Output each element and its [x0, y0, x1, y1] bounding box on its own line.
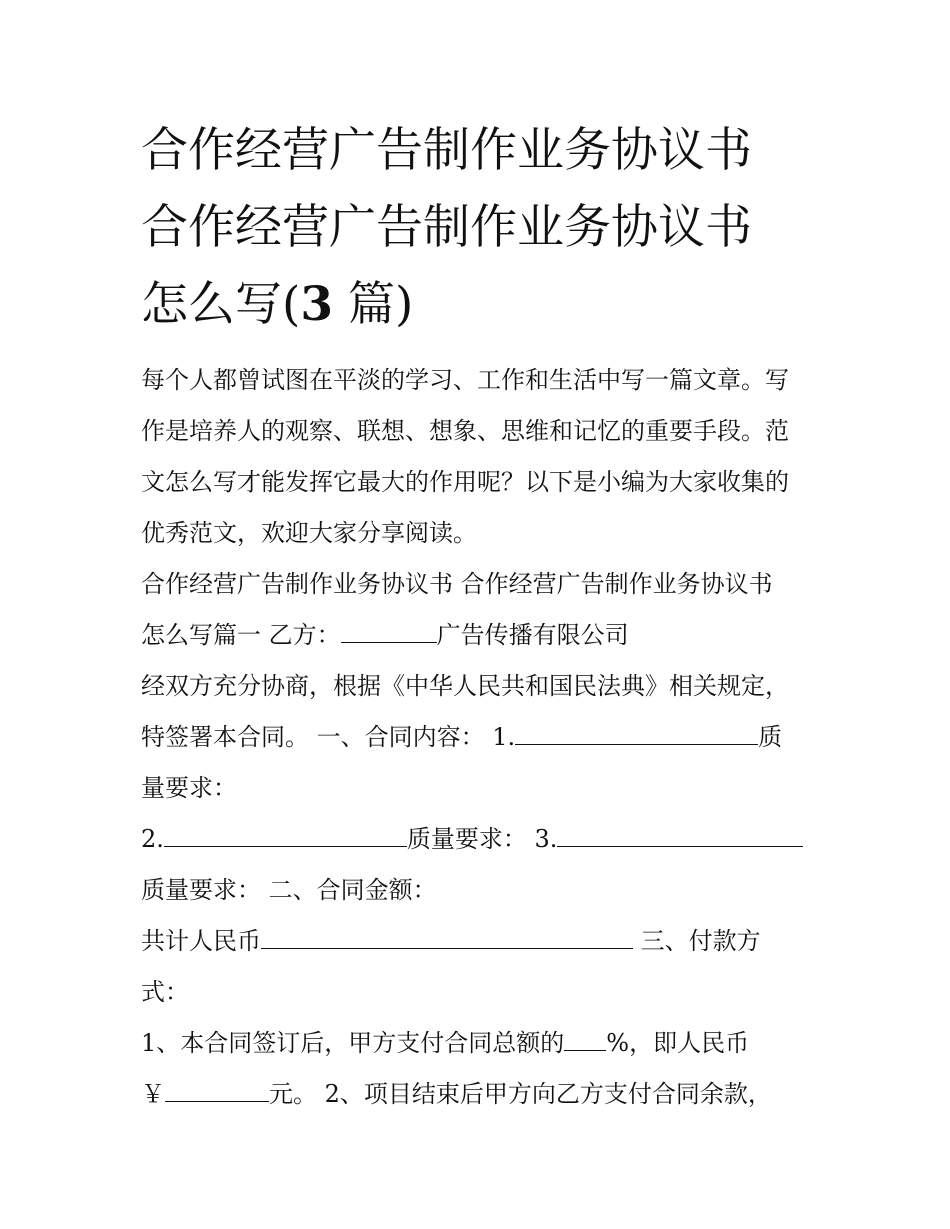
intro-line-4: 优秀范文，欢迎大家分享阅读。 — [141, 519, 477, 547]
body-line-11: 质量要求： 二、合同金额： — [141, 876, 437, 904]
title-line-2: 合作经营广告制作业务协议书 — [141, 200, 752, 255]
title-line-3-prefix: 怎么写( — [141, 277, 301, 332]
body-line-14 — [141, 1018, 821, 1069]
payment-method-label: 三、付款方 — [633, 927, 761, 955]
body-line-13: 式： — [141, 978, 189, 1006]
intro-line-2: 作是培养人的观察、联想、想象、思维和记忆的重要手段。范 — [141, 417, 789, 445]
yuan-symbol: ￥ — [141, 1080, 165, 1108]
item-3-blank — [557, 824, 803, 847]
body-line-7: 经双方充分协商，根据《中华人民共和国民法典》相关规定， — [141, 672, 789, 700]
body-line-10 — [141, 814, 821, 865]
intro-line-3: 文怎么写才能发挥它最大的作用呢？以下是小编为大家收集的 — [141, 468, 789, 496]
body-line-6 — [141, 610, 821, 661]
title-line-3 — [141, 266, 821, 343]
body-line-15 — [141, 1069, 821, 1120]
party-b-label: 怎么写篇一 乙方： — [141, 621, 341, 649]
body-line-9: 量要求： — [141, 774, 237, 802]
percent-blank — [564, 1028, 606, 1051]
body-line-5: 合作经营广告制作业务协议书 合作经营广告制作业务协议书 — [141, 570, 773, 598]
item-2-blank — [164, 824, 407, 847]
title-line-1: 合作经营广告制作业务协议书 — [141, 123, 752, 178]
document-title — [141, 112, 821, 343]
amount-blank — [165, 1079, 269, 1102]
party-b-company: 广告传播有限公司 — [436, 621, 629, 649]
item-1-blank — [515, 722, 758, 745]
quality-label-fragment: 质 — [758, 723, 783, 751]
party-b-name-blank — [341, 620, 437, 643]
total-amount-label: 共计人民币 — [141, 927, 261, 955]
item-2-label: 2. — [141, 825, 164, 853]
title-count: 3 — [300, 277, 334, 332]
payment-clause-1: 1、本合同签订后，甲方支付合同总额的 — [141, 1029, 565, 1057]
item-3-label: 质量要求： 3. — [406, 825, 558, 853]
total-amount-blank — [261, 926, 633, 949]
percent-rmb-label: %，即人民币 — [606, 1029, 750, 1057]
body-line-8 — [141, 712, 821, 763]
document-body — [141, 355, 821, 1120]
contract-content-label: 特签署本合同。 一、合同内容： 1. — [141, 723, 516, 751]
payment-clause-2: 元。 2、项目结束后甲方向乙方支付合同余款， — [269, 1080, 772, 1108]
title-line-3-suffix: 篇) — [333, 277, 414, 332]
intro-line-1: 每个人都曾试图在平淡的学习、工作和生活中写一篇文章。写 — [141, 366, 789, 394]
body-line-12 — [141, 916, 821, 967]
